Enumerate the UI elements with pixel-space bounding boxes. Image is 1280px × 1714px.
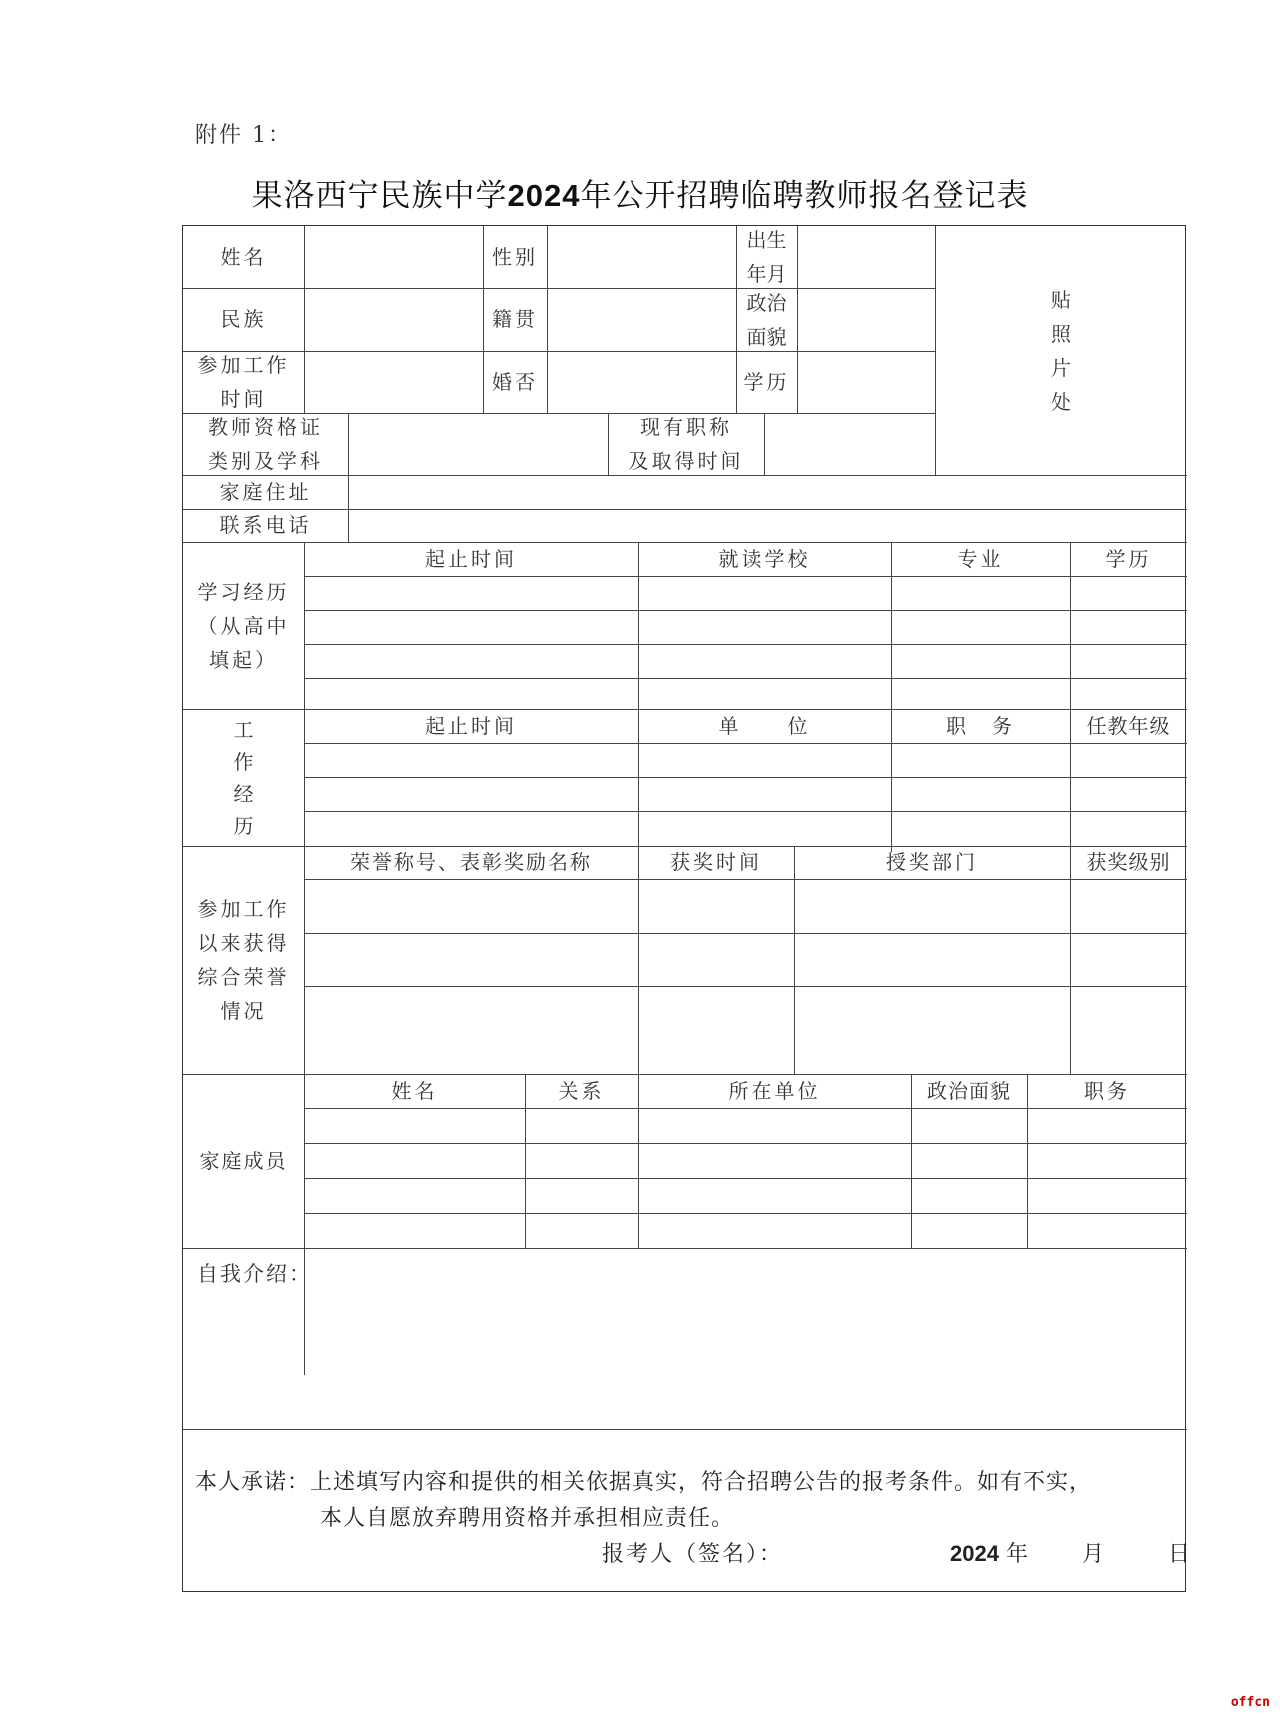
- family-row[interactable]: [304, 1213, 1187, 1248]
- family-row[interactable]: [304, 1178, 1187, 1213]
- study-header-major: 专业: [957, 546, 1004, 571]
- study-label-line: 填起）: [209, 647, 278, 672]
- self-intro-label: 自我介绍：: [197, 1262, 312, 1286]
- honors-header-dept: 授奖部门: [886, 850, 978, 874]
- honors-row[interactable]: [304, 986, 1187, 1074]
- address-label: 家庭住址: [219, 479, 312, 504]
- family-header-relation: 关系: [558, 1078, 605, 1103]
- birth-label-line2: 年月: [746, 262, 787, 286]
- work-start-field[interactable]: [304, 351, 483, 413]
- study-row[interactable]: [304, 678, 1187, 709]
- work-row[interactable]: [304, 811, 1187, 846]
- work-header-grade: 任教年级: [1086, 713, 1171, 738]
- pledge-line1: 本人承诺：上述填写内容和提供的相关依据真实，符合招聘公告的报考条件。如有不实，: [195, 1470, 1093, 1495]
- work-label-char: 经: [233, 781, 254, 806]
- date-day: 日: [1167, 1542, 1190, 1567]
- cert-label: [183, 413, 348, 475]
- honors-label-line: 以来获得: [197, 931, 290, 955]
- name-field[interactable]: [304, 226, 483, 288]
- work-header-unit: 单 位: [718, 713, 811, 738]
- ethnicity-field[interactable]: [304, 288, 483, 351]
- photo-area: [935, 226, 1187, 475]
- date-year: 2024: [950, 1541, 999, 1566]
- work-row[interactable]: [304, 777, 1187, 811]
- title-prefix: 果洛西宁民族中学: [251, 178, 508, 214]
- date-month: 月: [1081, 1542, 1104, 1567]
- family-header-name: 姓名: [391, 1078, 438, 1103]
- honors-header-level: 获奖级别: [1086, 850, 1171, 874]
- study-header-degree: 学历: [1105, 546, 1152, 571]
- pledge-line2: 本人自愿放弃聘用资格并承担相应责任。: [320, 1506, 735, 1531]
- gender-label: 性别: [492, 244, 538, 269]
- honors-row[interactable]: [304, 879, 1187, 933]
- work-label-char: 工: [233, 717, 254, 742]
- title-suffix: 年公开招聘临聘教师报名登记表: [580, 178, 1029, 214]
- honors-label-line: 综合荣誉: [197, 965, 290, 989]
- marital-field[interactable]: [547, 351, 736, 413]
- honors-label: [183, 846, 304, 1074]
- study-label-line: 学习经历: [197, 579, 290, 604]
- cert-label-line1: 教师资格证: [208, 415, 323, 439]
- name-label: 姓名: [220, 244, 267, 269]
- work-header-position: 职 务: [946, 713, 1015, 738]
- marital-label: 婚否: [492, 369, 538, 394]
- honors-header-title: 荣誉称号、表彰奖励名称: [350, 850, 592, 874]
- cert-label-line2: 类别及学科: [208, 449, 323, 473]
- family-header-political: 政治面貌: [927, 1078, 1011, 1103]
- native-place-field[interactable]: [547, 288, 736, 351]
- birth-label-line1: 出生: [746, 228, 787, 252]
- study-header-period: 起止时间: [425, 546, 517, 571]
- study-label-line: （从高中: [197, 613, 290, 638]
- page-title: [0, 170, 1280, 215]
- pledge-section: [195, 1465, 1190, 1575]
- phone-field[interactable]: [348, 509, 1187, 542]
- signature-label: 报考人（签名）：: [602, 1542, 784, 1567]
- work-label-char: 作: [233, 749, 254, 774]
- family-header-unit: 所在单位: [728, 1078, 821, 1103]
- political-field[interactable]: [797, 288, 935, 351]
- watermark-logo: offcn: [1230, 1695, 1270, 1710]
- native-place-label: 籍贯: [492, 307, 538, 331]
- work-history-label: [183, 709, 304, 846]
- title-label-line1: 现有职称: [640, 415, 732, 439]
- birth-field[interactable]: [797, 226, 935, 288]
- photo-label-char: 贴: [1051, 287, 1071, 312]
- date-year-suffix: 年: [1005, 1542, 1028, 1567]
- honors-row[interactable]: [304, 933, 1187, 986]
- study-row[interactable]: [304, 644, 1187, 678]
- birth-label: [736, 226, 797, 288]
- family-label: 家庭成员: [199, 1148, 288, 1173]
- study-header-school: 就读学校: [718, 546, 811, 571]
- family-header-position: 职务: [1084, 1078, 1130, 1103]
- education-field[interactable]: [797, 351, 935, 413]
- work-start-label-line1: 参加工作: [197, 353, 290, 377]
- photo-label-char: 处: [1051, 389, 1071, 414]
- title-label: [608, 413, 764, 475]
- work-row[interactable]: [304, 743, 1187, 777]
- divider: [183, 1429, 1187, 1430]
- study-row[interactable]: [304, 610, 1187, 644]
- political-label-line2: 面貌: [746, 324, 787, 349]
- honors-header-date: 获奖时间: [670, 850, 762, 874]
- work-label-char: 历: [233, 813, 254, 838]
- ethnicity-label: 民族: [220, 307, 267, 331]
- cert-field[interactable]: [348, 413, 608, 475]
- title-year: 2024: [507, 178, 581, 213]
- gender-field[interactable]: [547, 226, 736, 288]
- education-label: 学历: [743, 369, 790, 394]
- work-start-label-line2: 时间: [220, 387, 267, 411]
- study-history-label: [183, 542, 304, 709]
- address-field[interactable]: [348, 475, 1187, 509]
- family-row[interactable]: [304, 1143, 1187, 1178]
- self-intro-area[interactable]: [183, 1248, 1187, 1429]
- political-label: [736, 288, 797, 351]
- honors-label-line: 情况: [220, 999, 267, 1023]
- attachment-label: 附件 1：: [195, 123, 292, 148]
- photo-label-char: 照: [1051, 321, 1071, 346]
- signature-date: [950, 1537, 1190, 1568]
- family-row[interactable]: [304, 1108, 1187, 1143]
- work-header-period: 起止时间: [425, 713, 517, 738]
- phone-label: 联系电话: [219, 513, 312, 537]
- registration-form: [182, 225, 1190, 1592]
- title-field[interactable]: [764, 413, 935, 475]
- work-start-label: [183, 351, 304, 413]
- honors-label-line: 参加工作: [197, 897, 290, 921]
- study-row[interactable]: [304, 576, 1187, 610]
- political-label-line1: 政治: [746, 290, 787, 315]
- title-label-line2: 及取得时间: [628, 449, 744, 473]
- photo-label-char: 片: [1051, 355, 1071, 380]
